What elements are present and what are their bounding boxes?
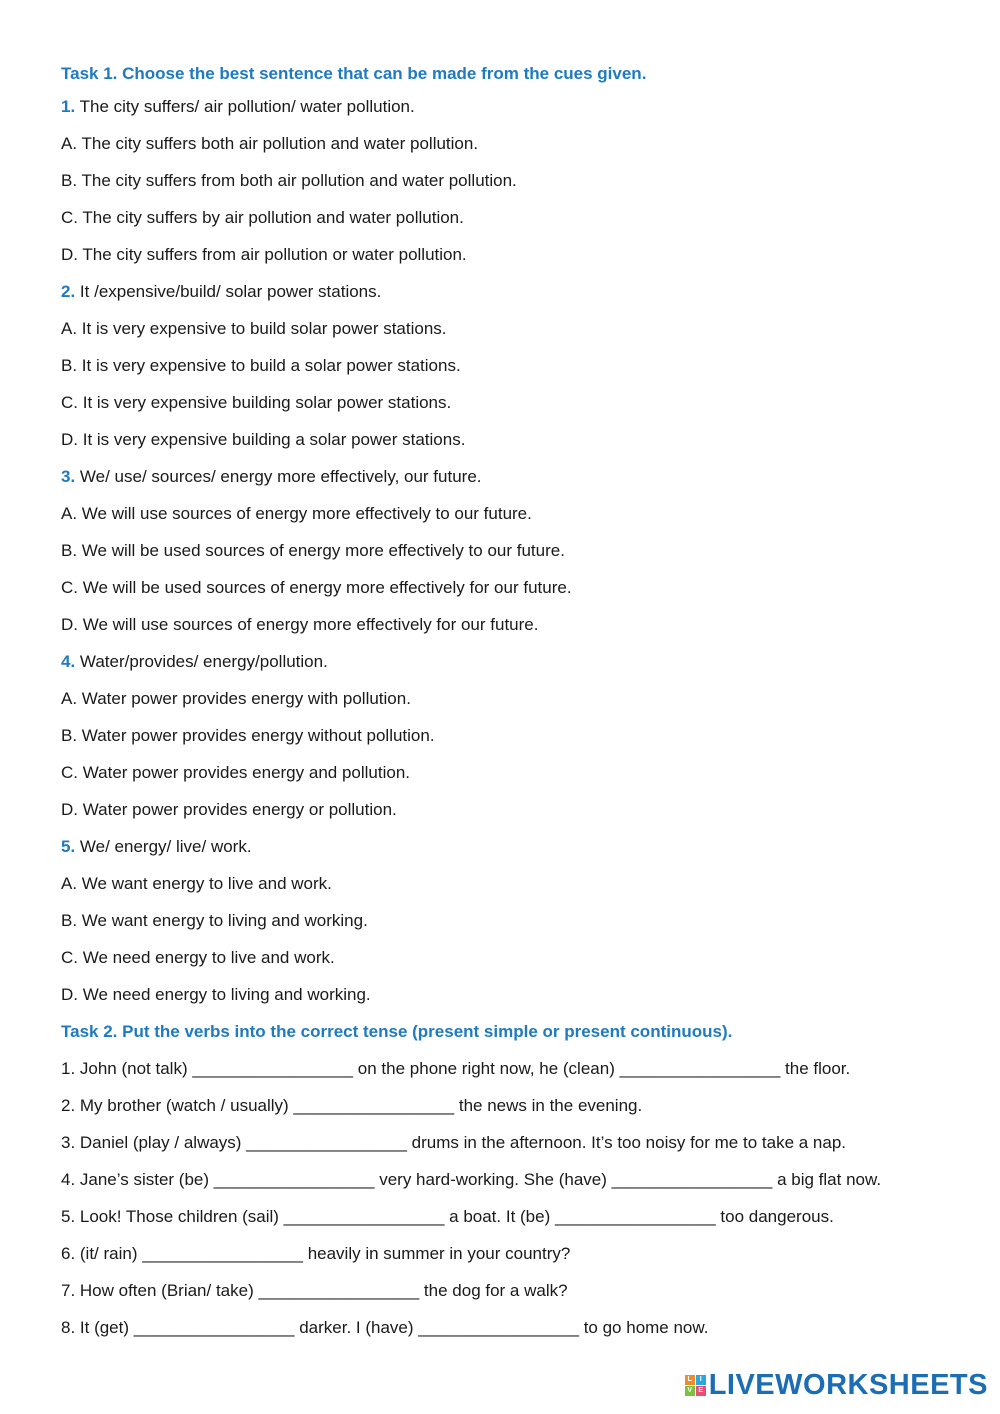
logo-tiles-icon: L I V E	[685, 1375, 706, 1396]
question-3	[61, 458, 961, 495]
question-number: 5.	[61, 837, 76, 856]
option-1d[interactable]: D. The city suffers from air pollution or water pollution.	[61, 245, 467, 264]
option-4b[interactable]: B. Water power provides energy without pollution.	[61, 726, 435, 745]
option-5c[interactable]: C. We need energy to live and work.	[61, 948, 335, 967]
question-number: 3.	[61, 467, 76, 486]
task2-item-2[interactable]: 2. My brother (watch / usually) _________________ the news in the evening.	[61, 1096, 643, 1115]
question-number: 4.	[61, 652, 76, 671]
option-5b[interactable]: B. We want energy to living and working.	[61, 911, 368, 930]
option-3c[interactable]: C. We will be used sources of energy more effectively for our future.	[61, 578, 572, 597]
question-cue: It /expensive/build/ solar power stations.	[79, 282, 382, 301]
task2-item-6[interactable]: 6. (it/ rain) _________________ heavily in summer in your country?	[61, 1244, 571, 1263]
option-4d[interactable]: D. Water power provides energy or pollution.	[61, 800, 397, 819]
task2-title: Task 2. Put the verbs into the correct tense (present simple or present continuous).	[61, 1022, 733, 1041]
task2-item-1[interactable]: 1. John (not talk) _________________ on the phone right now, he (clean) _________________ the floor.	[61, 1059, 851, 1078]
task2-item-3[interactable]: 3. Daniel (play / always) _________________ drums in the afternoon. It’s too noisy for me to take a nap.	[61, 1133, 847, 1152]
worksheet	[61, 60, 961, 1346]
option-1b[interactable]: B. The city suffers from both air pollution and water pollution.	[61, 171, 517, 190]
option-4c[interactable]: C. Water power provides energy and pollution.	[61, 763, 410, 782]
option-3b[interactable]: B. We will be used sources of energy more effectively to our future.	[61, 541, 565, 560]
question-4	[61, 643, 961, 680]
option-2b[interactable]: B. It is very expensive to build a solar power stations.	[61, 356, 461, 375]
task2-item-7[interactable]: 7. How often (Brian/ take) _________________ the dog for a walk?	[61, 1281, 568, 1300]
option-5d[interactable]: D. We need energy to living and working.	[61, 985, 371, 1004]
task2-item-5[interactable]: 5. Look! Those children (sail) _________________ a boat. It (be) _________________ too dangerous.	[61, 1207, 834, 1226]
question-number: 2.	[61, 282, 76, 301]
option-2d[interactable]: D. It is very expensive building a solar power stations.	[61, 430, 466, 449]
task2-item-8[interactable]: 8. It (get) _________________ darker. I (have) _________________ to go home now.	[61, 1318, 709, 1337]
question-number: 1.	[61, 97, 76, 116]
question-2	[61, 273, 961, 310]
option-2a[interactable]: A. It is very expensive to build solar power stations.	[61, 319, 447, 338]
question-5	[61, 828, 961, 865]
option-3a[interactable]: A. We will use sources of energy more effectively to our future.	[61, 504, 532, 523]
question-cue: The city suffers/ air pollution/ water pollution.	[79, 97, 415, 116]
option-1c[interactable]: C. The city suffers by air pollution and water pollution.	[61, 208, 464, 227]
option-3d[interactable]: D. We will use sources of energy more effectively for our future.	[61, 615, 539, 634]
task1-title: Task 1. Choose the best sentence that can be made from the cues given.	[61, 64, 647, 83]
question-cue: We/ energy/ live/ work.	[79, 837, 252, 856]
liveworksheets-logo[interactable]	[685, 1370, 988, 1400]
option-5a[interactable]: A. We want energy to live and work.	[61, 874, 332, 893]
question-1	[61, 88, 961, 125]
question-cue: Water/provides/ energy/pollution.	[79, 652, 328, 671]
option-2c[interactable]: C. It is very expensive building solar power stations.	[61, 393, 452, 412]
option-4a[interactable]: A. Water power provides energy with pollution.	[61, 689, 411, 708]
task2-item-4[interactable]: 4. Jane’s sister (be) _________________ very hard-working. She (have) _________________ a big flat now.	[61, 1170, 882, 1189]
logo-text: LIVEWORKSHEETS	[708, 1368, 988, 1401]
question-cue: We/ use/ sources/ energy more effectively, our future.	[79, 467, 482, 486]
option-1a[interactable]: A. The city suffers both air pollution and water pollution.	[61, 134, 479, 153]
